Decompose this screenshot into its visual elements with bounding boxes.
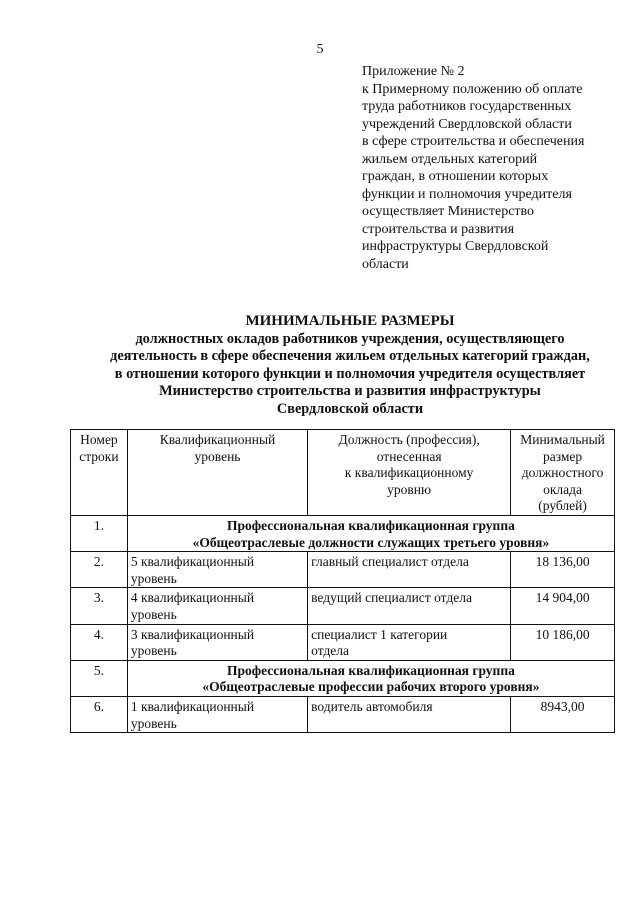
row-number: 2.: [71, 552, 128, 588]
group-title-line: «Общеотраслевые профессии рабочих второго уровня»: [202, 679, 540, 695]
title-line: Свердловской области: [276, 400, 424, 417]
position: [308, 696, 511, 732]
header-text: (рублей): [538, 498, 587, 514]
row-number: 6.: [71, 696, 128, 732]
document-title: [40, 313, 640, 419]
row-number: 1.: [71, 515, 128, 551]
title-line: деятельность в сфере обеспечения жильем отдельных категорий граждан,: [110, 348, 590, 365]
header-text: Номер: [80, 432, 118, 447]
header-text: размер: [542, 448, 583, 464]
position-line: специалист 1 категории: [311, 626, 448, 642]
qualification-level: [127, 552, 307, 588]
position-line: ведущий специалист отдела: [311, 590, 472, 606]
title-line: Министерство строительства и развития инфраструктуры: [159, 383, 541, 400]
table-row: [71, 696, 615, 732]
title-line: должностных окладов работников учреждения, осуществляющего: [135, 330, 565, 347]
appendix-line: учреждений Свердловской области: [362, 116, 572, 132]
appendix-header: [362, 63, 630, 273]
qualification-level: [127, 588, 307, 624]
table-body: [71, 515, 615, 732]
position: [308, 588, 511, 624]
header-salary: [511, 430, 615, 516]
header-position: [308, 430, 511, 516]
page-number: 5: [316, 42, 324, 57]
header-text: Должность (профессия),: [338, 432, 480, 447]
salary-table: [70, 429, 615, 733]
position: [308, 624, 511, 660]
position-line: отдела: [311, 643, 350, 659]
row-number: 3.: [71, 588, 128, 624]
table-row: [71, 552, 615, 588]
appendix-line: Приложение № 2: [362, 64, 465, 79]
group-title-line: «Общеотраслевые должности служащих третьего уровня»: [192, 534, 550, 550]
header-text: отнесенная: [376, 448, 442, 464]
appendix-line: инфраструктуры Свердловской: [362, 239, 549, 254]
title-line: в отношении которого функции и полномочия учредителя осуществляет: [114, 365, 586, 382]
group-title: [127, 660, 614, 696]
appendix-line: в сфере строительства и обеспечения: [362, 134, 585, 149]
salary: 18 136,00: [511, 552, 615, 588]
header-text: должностного: [521, 465, 604, 481]
salary: 10 186,00: [511, 624, 615, 660]
header-text: уровень: [194, 448, 241, 464]
header-text: уровню: [387, 481, 432, 497]
header-level: [127, 430, 307, 516]
table-header-row: [71, 430, 615, 516]
group-title: [127, 515, 614, 551]
position: [308, 552, 511, 588]
table-row: [71, 588, 615, 624]
level-line: 3 квалификационный: [130, 626, 255, 642]
level-line: 4 квалификационный: [130, 590, 255, 606]
header-text: оклада: [543, 481, 583, 497]
appendix-line: строительства и развития: [362, 221, 515, 237]
row-number: 5.: [71, 660, 128, 696]
title-subtitle: [40, 331, 640, 419]
level-line: уровень: [130, 606, 177, 622]
position-line: главный специалист отдела: [311, 554, 469, 570]
position-line: водитель автомобиля: [311, 698, 433, 714]
appendix-line: труда работников государственных: [362, 99, 572, 114]
qualification-level: [127, 696, 307, 732]
header-text: строки: [79, 448, 119, 464]
table-row: [71, 624, 615, 660]
appendix-line: области: [362, 256, 409, 272]
qualification-level: [127, 624, 307, 660]
level-line: 1 квалификационный: [130, 698, 255, 714]
header-text: Квалификационный: [159, 432, 276, 447]
appendix-line: к Примерному положению об оплате: [362, 81, 583, 97]
title-main: МИНИМАЛЬНЫЕ РАЗМЕРЫ: [245, 313, 455, 329]
level-line: 5 квалификационный: [130, 554, 255, 570]
header-text: Минимальный: [520, 432, 605, 447]
level-line: уровень: [130, 715, 177, 731]
appendix-line: жильем отдельных категорий: [362, 151, 538, 167]
group-row: [71, 660, 615, 696]
level-line: уровень: [130, 643, 177, 659]
appendix-line: функции и полномочия учредителя: [362, 186, 572, 202]
group-title-line: Профессиональная квалификационная группа: [226, 662, 515, 678]
salary: 8943,00: [511, 696, 615, 732]
group-row: [71, 515, 615, 551]
header-num: [71, 430, 128, 516]
group-title-line: Профессиональная квалификационная группа: [226, 517, 515, 533]
appendix-line: граждан, в отношении которых: [362, 169, 549, 184]
row-number: 4.: [71, 624, 128, 660]
header-text: к квалификационному: [344, 465, 474, 481]
salary: 14 904,00: [511, 588, 615, 624]
appendix-line: осуществляет Министерство: [362, 204, 535, 219]
level-line: уровень: [130, 570, 177, 586]
